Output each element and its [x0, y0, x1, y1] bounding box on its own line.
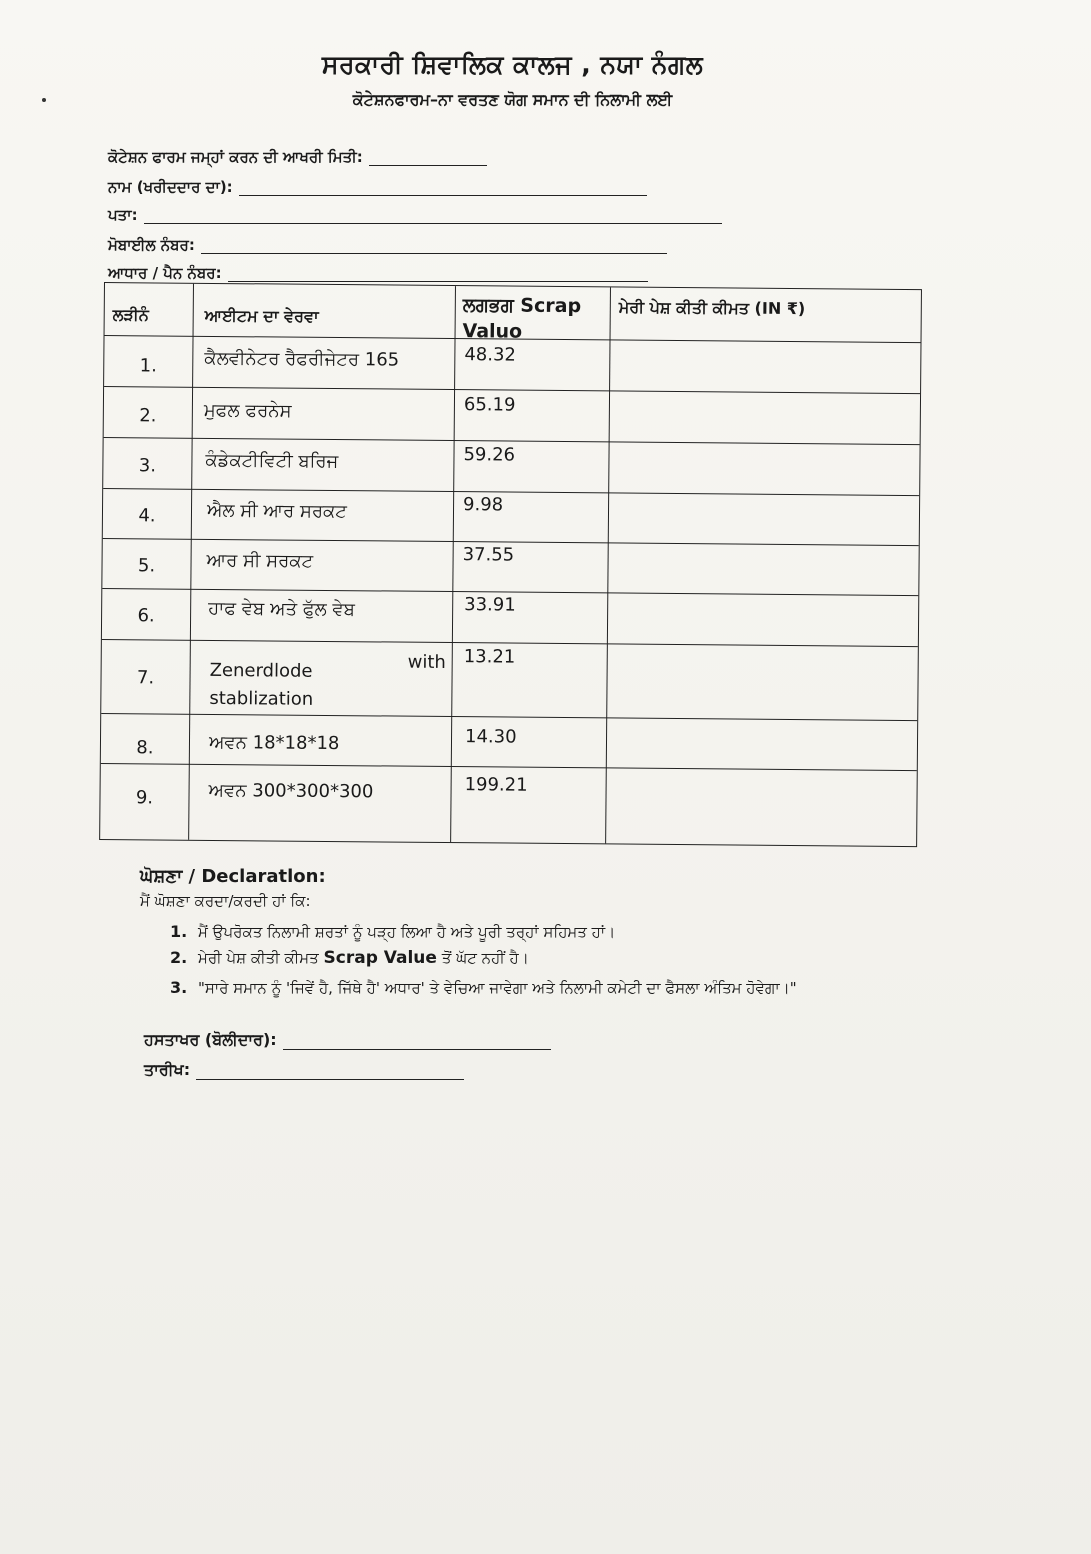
row-serial: 5.	[137, 555, 156, 577]
declaration-item-text: ਤੋਂ ਘੱਟ ਨਹੀਂ ਹੈ।	[441, 949, 529, 967]
row-divider	[101, 713, 917, 721]
page-title: ਸਰਕਾਰੀ ਸ਼ਿਵਾਲਿਕ ਕਾਲਜ , ਨਯਾ ਨੰਗਲ	[321, 50, 704, 79]
address-field	[108, 206, 722, 224]
row-serial: 8.	[136, 737, 154, 759]
row-scrap-value: 37.55	[462, 544, 515, 566]
date-label: ਤਾਰੀਖ:	[144, 1060, 191, 1079]
row-scrap-value: 199.21	[464, 774, 528, 796]
column-divider	[188, 284, 194, 840]
row-scrap-value: 59.26	[463, 444, 516, 466]
declaration-item-text: ਮੈਂ ਉਪਰੋਕਤ ਨਿਲਾਮੀ ਸ਼ਰਤਾਂ ਨੂੰ ਪੜ੍ਹ ਲਿਆ ਹੈ ਅਤੇ ਪੂਰੀ ਤਰ੍ਹਾਂ ਸਹਿਮਤ ਹਾਂ।	[198, 923, 616, 941]
mobile-line[interactable]	[201, 239, 667, 254]
row-divider	[104, 386, 920, 394]
row-scrap-value: 65.19	[463, 394, 516, 416]
header-my-price: ਮੇਰੀ ਪੇਸ਼ ਕੀਤੀ ਕੀਮਤ (IN ₹)	[618, 297, 806, 319]
name-label: ਨਾਮ (ਖਰੀਦਦਾਰ ਦਾ):	[108, 178, 233, 196]
row-item: ਆਰ ਸੀ ਸਰਕਟ	[206, 549, 314, 572]
row-serial: 6.	[137, 605, 155, 627]
row-item-line1: Zenerdlode	[209, 659, 313, 682]
row-scrap-value: 14.30	[464, 726, 517, 748]
row-serial: 9.	[135, 787, 154, 809]
row-serial: 3.	[138, 455, 157, 477]
declaration-item-bold: Scrap Value	[323, 948, 437, 968]
row-divider	[103, 488, 919, 496]
name-line[interactable]	[239, 181, 647, 196]
signature-line[interactable]	[283, 1035, 551, 1050]
declaration-item	[170, 948, 529, 968]
row-item-with: with	[407, 651, 446, 673]
declaration-intro: ਮੈਂ ਘੋਸ਼ਣਾ ਕਰਦਾ/ਕਰਦੀ ਹਾਂ ਕਿ:	[140, 892, 311, 910]
row-scrap-value: 48.32	[464, 344, 517, 366]
row-serial: 2.	[139, 405, 157, 427]
aadhaar-pan-line[interactable]	[228, 267, 648, 282]
row-scrap-value: 9.98	[462, 494, 504, 516]
aadhaar-pan-label: ਆਧਾਰ / ਪੈਨ ਨੰਬਰ:	[108, 264, 222, 282]
column-divider	[450, 286, 456, 842]
row-serial: 4.	[138, 505, 156, 527]
name-field	[108, 178, 647, 196]
row-item-line2: stablization	[209, 687, 314, 710]
row-scrap-value: 33.91	[464, 594, 516, 616]
last-date-line[interactable]	[369, 151, 487, 166]
last-date-field	[108, 148, 487, 166]
declaration-item-number: 1.	[170, 922, 188, 941]
date-field	[144, 1060, 464, 1080]
row-scrap-value: 13.21	[463, 646, 516, 668]
row-item: ਅਵਨ 300*300*300	[208, 779, 374, 803]
row-serial: 7.	[136, 667, 155, 689]
row-divider	[101, 763, 917, 771]
declaration-item-text: "ਸਾਰੇ ਸਮਾਨ ਨੂੰ 'ਜਿਵੇਂ ਹੈ, ਜਿੱਥੇ ਹੈ' ਅਧਾਰ' ਤੇ ਵੇਚਿਆ ਜਾਵੇਗਾ ਅਤੇ ਨਿਲਾਮੀ ਕਮੇਟੀ ਦਾ ਫੈਸਲਾ ਅੰਤਿਮ ਹੋਵੇਗਾ।"	[198, 979, 797, 997]
mobile-label: ਮੋਬਾਈਲ ਨੰਬਰ:	[108, 236, 195, 254]
row-item: ਕੰਡੇਕਟੀਵਿਟੀ ਬਰਿਜ	[205, 449, 339, 473]
declaration-heading: ਘੋਸ਼ਣਾ / Declaratlon:	[140, 866, 326, 887]
header-scrap-value: ਲਗਭਗ Scrap Valuo	[462, 294, 582, 343]
signature-label: ਹਸਤਾਖਰ (ਬੋਲੀਦਾਰ):	[144, 1030, 277, 1049]
header-serial: ਲੜੀਨੰ	[112, 305, 149, 325]
row-item: ਕੈਲਵੀਨੇਟਰ ਰੈਫਰੀਜੇਟਰ 165	[204, 347, 400, 371]
signature-field	[144, 1030, 551, 1050]
last-date-label: ਕੋਟੇਸ਼ਨ ਫਾਰਮ ਜਮ੍ਹਾਂ ਕਰਨ ਦੀ ਆਖਰੀ ਮਿਤੀ:	[108, 148, 363, 166]
page-subtitle: ਕੋਟੇਸ਼ਨਫਾਰਮ–ਨਾ ਵਰਤਣ ਯੋਗ ਸਮਾਨ ਦੀ ਨਿਲਾਮੀ ਲਈ	[352, 90, 673, 109]
items-table	[99, 282, 922, 847]
row-item: ਹਾਫ ਵੇਬ ਅਤੇ ਫੁੱਲ ਵੇਬ	[208, 597, 356, 621]
address-line[interactable]	[144, 209, 722, 224]
header-item: ਆਈਟਮ ਦਾ ਵੇਰਵਾ	[204, 305, 319, 326]
aadhaar-pan-field	[108, 264, 648, 282]
date-line[interactable]	[196, 1065, 464, 1080]
declaration-item	[170, 922, 615, 941]
column-divider	[605, 287, 611, 843]
declaration-item	[170, 978, 797, 997]
declaration-item-number: 2.	[170, 948, 188, 967]
row-item: ਮੁਫਲ ਫਰਨੇਸ	[203, 399, 292, 422]
row-item: ਅਵਨ 18*18*18	[208, 731, 340, 755]
mobile-field	[108, 236, 667, 254]
address-label: ਪਤਾ:	[108, 206, 138, 224]
declaration-item-number: 3.	[170, 978, 188, 997]
row-item: ਐਲ ਸੀ ਆਰ ਸਰਕਟ	[206, 499, 347, 523]
row-serial: 1.	[139, 355, 157, 377]
declaration-item-text: ਮੇਰੀ ਪੇਸ਼ ਕੀਤੀ ਕੀਮਤ	[198, 949, 319, 967]
